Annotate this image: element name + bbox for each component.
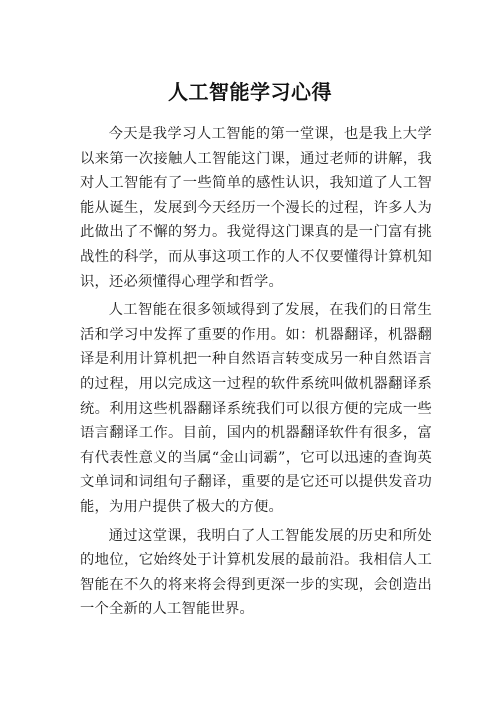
document-body xyxy=(80,122,432,626)
document-title: 人工智能学习心得 xyxy=(168,80,332,104)
paragraph-1: 今天是我学习人工智能的第一堂课，也是我上大学以来第一次接触人工智能这门课，通过老师的讲解，我对人工智能有了一些简单的感性认识，我知道了人工智能从诞生，发展到今天经历一个漫长的过程，许多人为此做出了不懈的努力。我觉得这门课真的是一门富有挑战性的科学，而从事这项工作的人不仅要懂得计算机知识，还必须懂得心理学和哲学。 xyxy=(80,126,432,290)
paragraph-2: 人工智能在很多领域得到了发展，在我们的日常生活和学习中发挥了重要的作用。如：机器翻译，机器翻译是利用计算机把一种自然语言转变成另一种自然语言的过程，用以完成这一过程的软件系统叫做机器翻译系统。利用这些机器翻译系统我们可以很方便的完成一些语言翻译工作。目前，国内的机器翻译软件有很多，富有代表性意义的当属“金山词霸”，它可以迅速的查询英文单词和词组句子翻译，重要的是它还可以提供发音功能，为用户提供了极大的方便。 xyxy=(80,302,432,515)
paragraph-3: 通过这堂课，我明白了人工智能发展的历史和所处的地位，它始终处于计算机发展的最前沿。我相信人工智能在不久的将来将会得到更深一步的实现，会创造出一个全新的人工智能世界。 xyxy=(80,527,432,618)
